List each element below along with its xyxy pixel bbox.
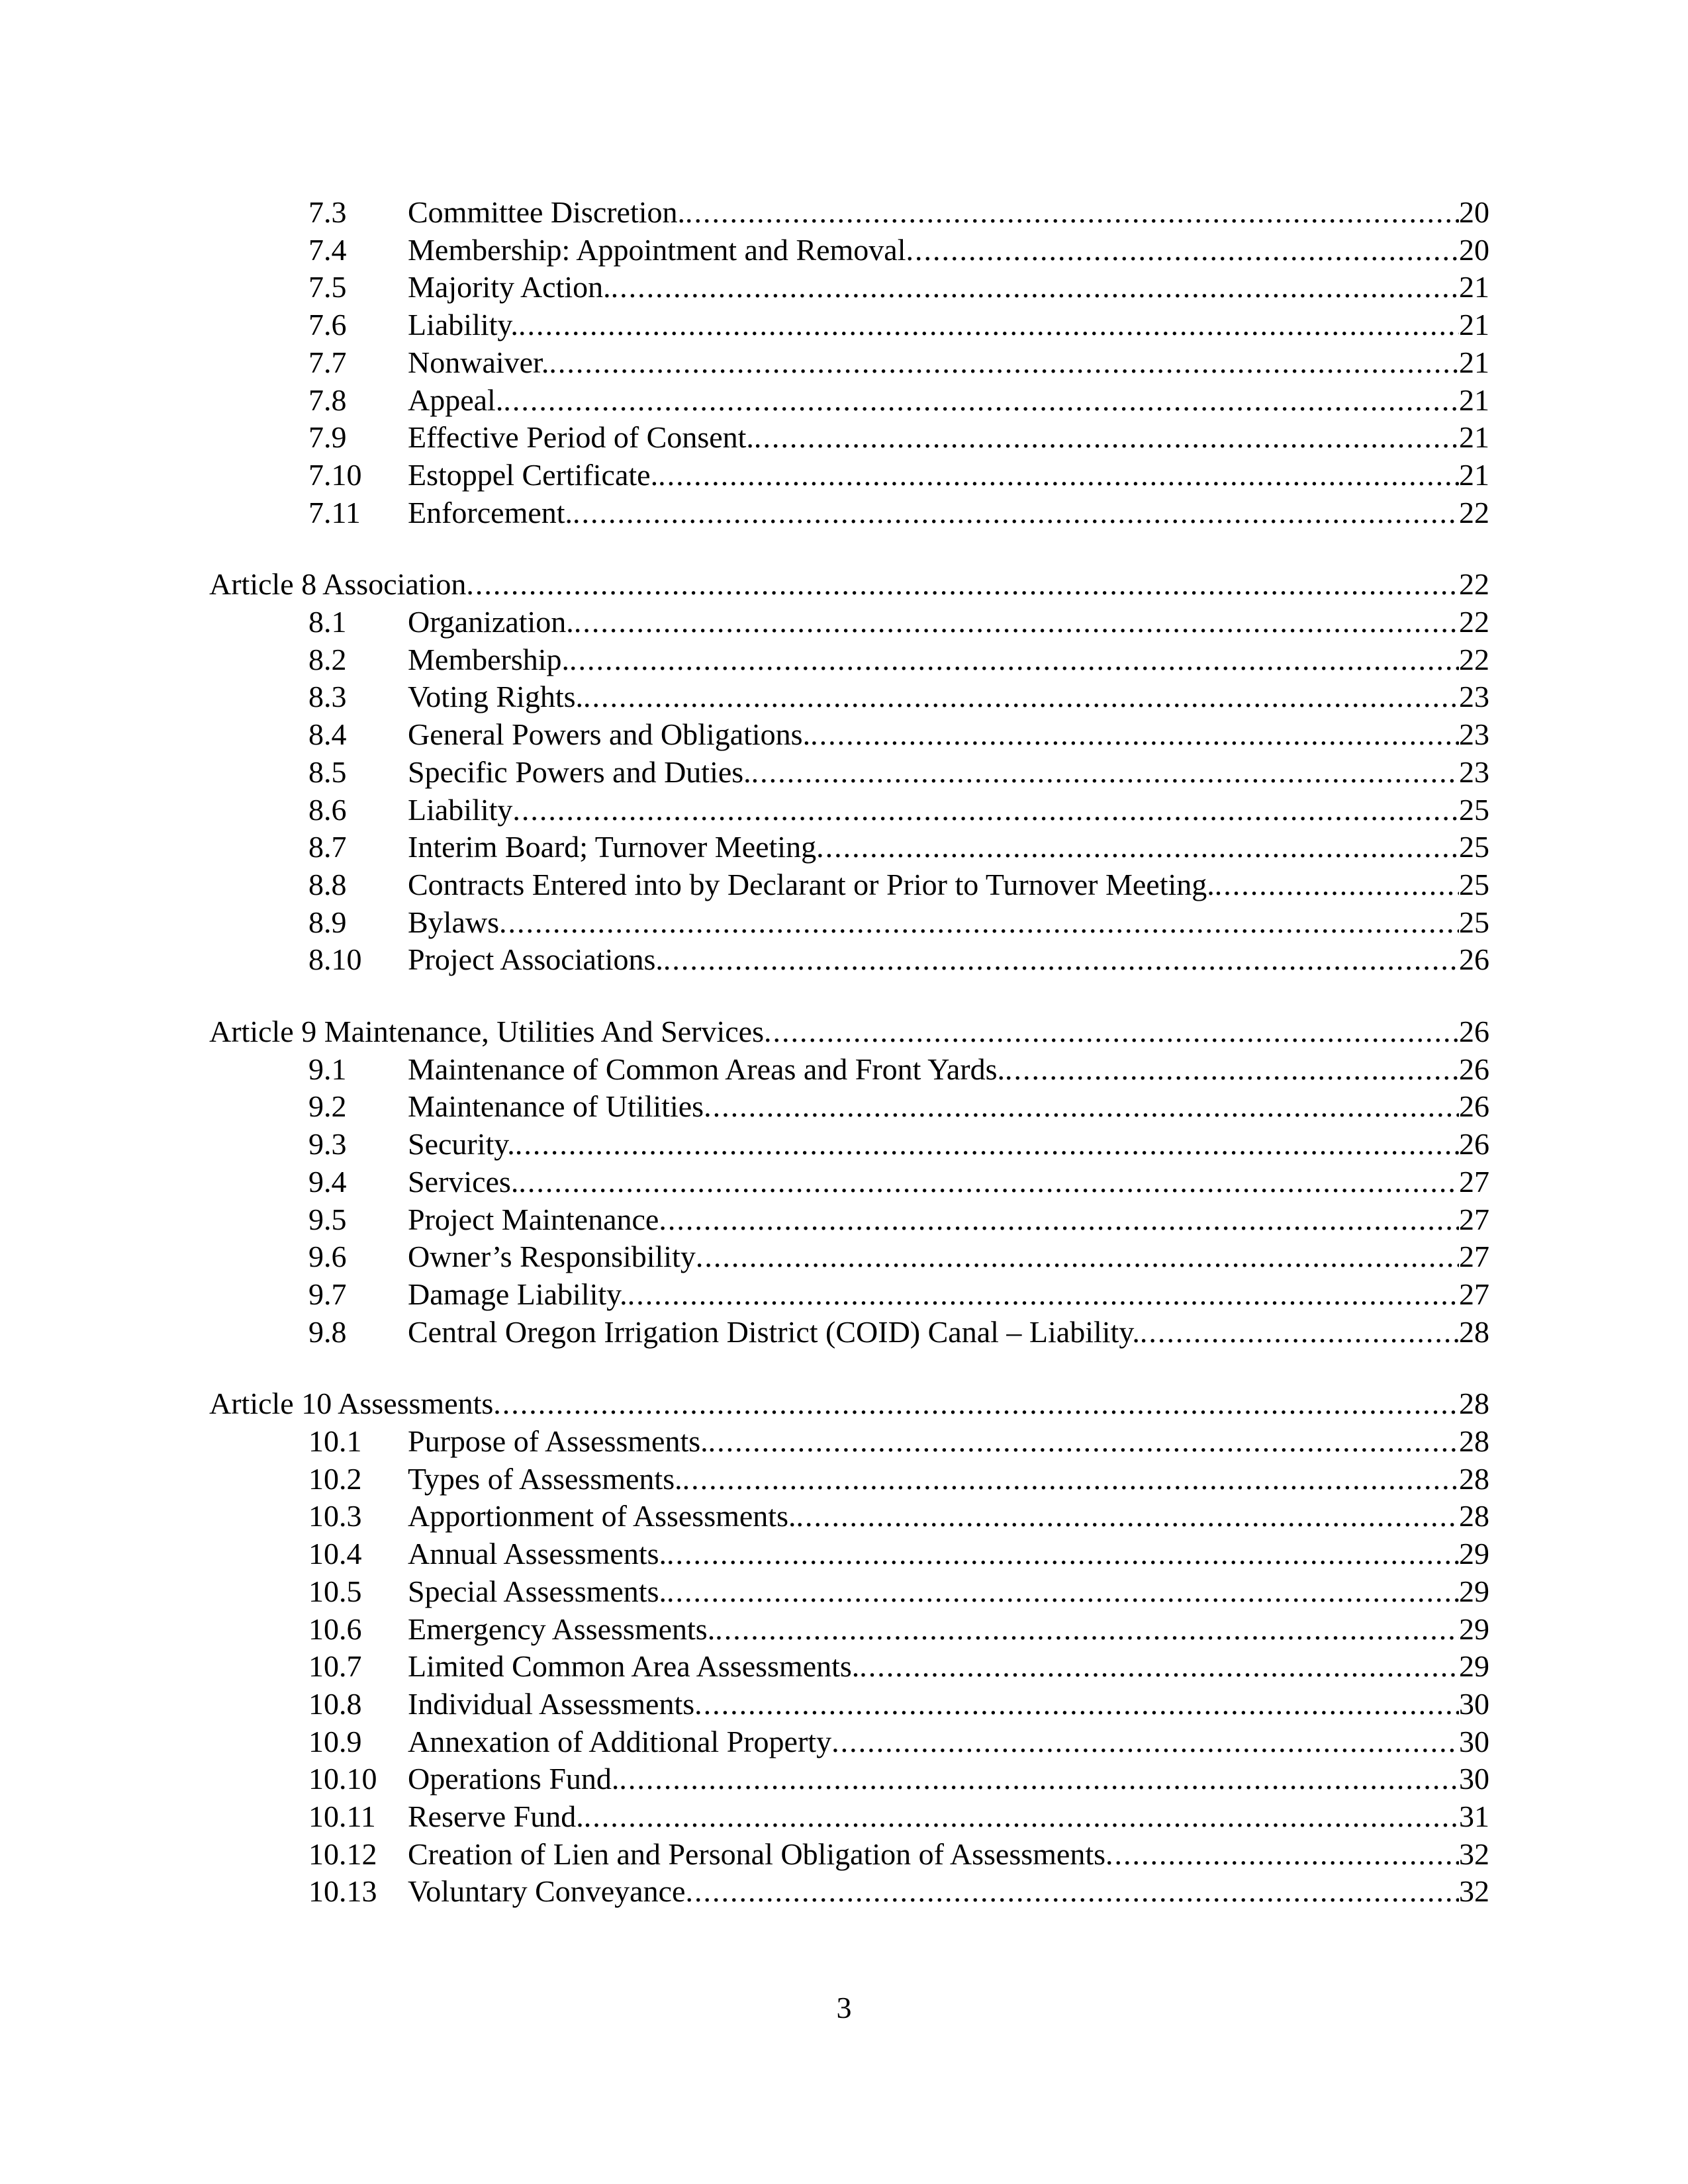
dot-leader	[906, 231, 1459, 269]
toc-page-number: 22	[1459, 643, 1489, 676]
dot-leader	[493, 1385, 1459, 1423]
toc-entry-title: Project Maintenance	[408, 1203, 659, 1236]
toc-entry-title: Annual Assessments.	[408, 1537, 667, 1570]
toc-entry-title: Apportionment of Assessments.	[408, 1499, 796, 1533]
toc-entry-title: Enforcement.	[408, 496, 573, 529]
toc-page-number: 30	[1459, 1725, 1489, 1758]
toc-section-entry	[308, 1275, 1489, 1314]
dot-leader	[583, 678, 1459, 716]
toc-page-number: 23	[1459, 680, 1489, 713]
toc-entry-title: Effective Period of Consent.	[408, 420, 754, 454]
toc-page-number: 25	[1459, 830, 1489, 864]
toc-article-entry	[209, 1385, 1489, 1423]
toc-entry-title: General Powers and Obligations.	[408, 717, 811, 751]
toc-section-number: 7.4	[308, 233, 347, 267]
toc-section-entry	[308, 866, 1489, 904]
toc-section-number: 7.5	[308, 270, 347, 304]
toc-section-entry	[308, 343, 1489, 382]
toc-section-number: 10.12	[308, 1837, 377, 1871]
dot-leader	[663, 940, 1459, 979]
toc-page-number: 25	[1459, 793, 1489, 827]
toc-section-entry	[308, 1572, 1489, 1611]
toc-section-entry	[308, 903, 1489, 942]
dot-leader	[515, 1125, 1459, 1163]
toc-page-number: 29	[1459, 1649, 1489, 1683]
toc-section-entry	[308, 715, 1489, 754]
toc-page-number: 21	[1459, 383, 1489, 417]
toc-page-number: 26	[1459, 1127, 1489, 1161]
toc-entry-title: Specific Powers and Duties.	[408, 755, 751, 789]
toc-section-number: 7.8	[308, 383, 347, 417]
dot-leader	[574, 603, 1459, 641]
dot-leader	[499, 903, 1459, 942]
toc-page-number: 21	[1459, 458, 1489, 492]
toc-section-number: 8.4	[308, 717, 347, 751]
toc-section-entry	[308, 456, 1489, 494]
toc-section-entry	[308, 268, 1489, 306]
toc-entry-title: Security.	[408, 1127, 515, 1161]
dot-leader	[503, 381, 1459, 420]
dot-leader	[512, 791, 1459, 829]
toc-page-number: 20	[1459, 195, 1489, 229]
toc-section-number: 10.13	[308, 1874, 377, 1908]
toc-page-number: 22	[1459, 496, 1489, 529]
toc-section-entry	[308, 1723, 1489, 1761]
dot-leader	[754, 418, 1459, 457]
toc-section-entry	[308, 1760, 1489, 1798]
toc-page-number: 31	[1459, 1799, 1489, 1833]
toc-entry-title: Maintenance of Utilities	[408, 1089, 704, 1123]
toc-page-number: 25	[1459, 868, 1489, 901]
dot-leader	[549, 343, 1459, 382]
toc-section-number: 10.2	[308, 1462, 362, 1496]
toc-entry-title: Special Assessments.	[408, 1574, 667, 1608]
dot-leader	[1140, 1313, 1459, 1351]
toc-page-number: 32	[1459, 1837, 1489, 1871]
toc-section-number: 8.9	[308, 905, 347, 939]
toc-section-number: 9.2	[308, 1089, 347, 1123]
toc-page-number: 27	[1459, 1165, 1489, 1199]
toc-section-number: 7.3	[308, 195, 347, 229]
toc-section-number: 8.6	[308, 793, 347, 827]
toc-page-number: 23	[1459, 755, 1489, 789]
toc-section-number: 10.6	[308, 1612, 362, 1646]
dot-leader	[685, 193, 1459, 232]
toc-section-number: 9.5	[308, 1203, 347, 1236]
toc-section-number: 10.3	[308, 1499, 362, 1533]
toc-page-number: 26	[1459, 1052, 1489, 1086]
toc-section-number: 10.1	[308, 1424, 362, 1458]
dot-leader	[667, 1572, 1459, 1611]
dot-leader	[619, 1760, 1459, 1798]
toc-section-number: 9.7	[308, 1277, 347, 1311]
toc-page-number: 30	[1459, 1687, 1489, 1721]
toc-entry-title: Article 10 Assessments	[209, 1387, 494, 1420]
toc-section-number: 8.7	[308, 830, 347, 864]
toc-section-number: 10.9	[308, 1725, 362, 1758]
toc-section-entry	[308, 678, 1489, 716]
toc-section-number: 10.5	[308, 1574, 362, 1608]
toc-section-number: 7.9	[308, 420, 347, 454]
toc-section-number: 7.6	[308, 308, 347, 341]
toc-page-number: 32	[1459, 1874, 1489, 1908]
toc-section-number: 8.10	[308, 942, 362, 976]
dot-leader	[796, 1497, 1459, 1535]
toc-section-entry	[308, 231, 1489, 269]
toc-entry-title: Types of Assessments.	[408, 1462, 682, 1496]
dot-leader	[682, 1460, 1459, 1498]
toc-page-number: 29	[1459, 1612, 1489, 1646]
dot-leader	[569, 641, 1459, 679]
toc-entry-title: Liability.	[408, 308, 518, 341]
toc-entry-title: Emergency Assessments.	[408, 1612, 716, 1646]
toc-section-entry	[308, 1647, 1489, 1686]
dot-leader	[751, 753, 1459, 792]
toc-section-entry	[308, 1497, 1489, 1535]
toc-entry-title: Estoppel Certificate.	[408, 458, 659, 492]
toc-page-number: 29	[1459, 1537, 1489, 1570]
toc-page-number: 20	[1459, 233, 1489, 267]
toc-entry-title: Contracts Entered into by Declarant or Prior to Turnover Meeting.	[408, 868, 1215, 901]
toc-page-number: 26	[1459, 942, 1489, 976]
toc-entry-title: Liability	[408, 793, 513, 827]
dot-leader	[715, 1610, 1459, 1649]
toc-section-number: 10.11	[308, 1799, 376, 1833]
toc-section-entry	[308, 494, 1489, 532]
toc-entry-title: Membership.	[408, 643, 570, 676]
toc-section-entry	[308, 306, 1489, 344]
toc-section-entry	[308, 1238, 1489, 1276]
toc-entry-title: Appeal.	[408, 383, 504, 417]
toc-section-entry	[308, 1201, 1489, 1239]
toc-entry-title: Individual Assessments	[408, 1687, 695, 1721]
dot-leader	[704, 1087, 1459, 1126]
toc-page-number: 28	[1459, 1315, 1489, 1349]
toc-page-number: 25	[1459, 905, 1489, 939]
toc-entry-title: Majority Action.	[408, 270, 611, 304]
toc-section-number: 9.6	[308, 1240, 347, 1273]
toc-page-number: 27	[1459, 1277, 1489, 1311]
toc-section-entry	[308, 1835, 1489, 1874]
toc-page-number: 30	[1459, 1762, 1489, 1796]
toc-section-number: 8.2	[308, 643, 347, 676]
toc-page-number: 27	[1459, 1240, 1489, 1273]
toc-section-number: 10.8	[308, 1687, 362, 1721]
dot-leader	[658, 456, 1459, 494]
toc-section-number: 9.4	[308, 1165, 347, 1199]
toc-entry-title: Interim Board; Turnover Meeting	[408, 830, 817, 864]
toc-entry-title: Damage Liability.	[408, 1277, 628, 1311]
toc-section-entry	[308, 1535, 1489, 1573]
dot-leader	[859, 1647, 1459, 1686]
toc-entry-title: Central Oregon Irrigation District (COID) Canal – Liability.	[408, 1315, 1140, 1349]
toc-article-entry	[209, 565, 1489, 604]
dot-leader	[810, 715, 1459, 754]
toc-entry-title: Organization.	[408, 605, 574, 639]
toc-entry-title: Creation of Lien and Personal Obligation of Assessments	[408, 1837, 1106, 1871]
toc-section-number: 9.8	[308, 1315, 347, 1349]
toc-page-number: 21	[1459, 345, 1489, 379]
toc-section-number: 10.4	[308, 1537, 362, 1570]
toc-section-entry	[308, 1460, 1489, 1498]
toc-section-entry	[308, 1610, 1489, 1649]
toc-entry-title: Annexation of Additional Property	[408, 1725, 832, 1758]
toc-page-number: 21	[1459, 270, 1489, 304]
toc-section-entry	[308, 641, 1489, 679]
dot-leader	[1215, 866, 1459, 904]
dot-leader	[708, 1422, 1459, 1461]
toc-section-entry	[308, 1163, 1489, 1201]
toc-section-number: 10.7	[308, 1649, 362, 1683]
toc-entry-title: Project Associations.	[408, 942, 663, 976]
dot-leader	[518, 1163, 1459, 1201]
toc-entry-title: Voluntary Conveyance	[408, 1874, 686, 1908]
toc-page-number: 22	[1459, 567, 1489, 601]
toc-section-number: 10.10	[308, 1762, 377, 1796]
toc-section-entry	[308, 1422, 1489, 1461]
toc-entry-title: Reserve Fund.	[408, 1799, 584, 1833]
dot-leader	[518, 306, 1459, 344]
toc-section-entry	[308, 940, 1489, 979]
toc-entry-title: Article 9 Maintenance, Utilities And Services	[209, 1015, 764, 1048]
toc-entry-title: Bylaws	[408, 905, 499, 939]
dot-leader	[584, 1797, 1459, 1836]
dot-leader	[628, 1275, 1459, 1314]
toc-page-number: 29	[1459, 1574, 1489, 1608]
toc-section-number: 7.7	[308, 345, 347, 379]
toc-page-number: 22	[1459, 605, 1489, 639]
toc-page-number: 28	[1459, 1387, 1489, 1420]
toc-entry-title: Committee Discretion.	[408, 195, 686, 229]
toc-section-number: 8.3	[308, 680, 347, 713]
toc-page-number: 21	[1459, 308, 1489, 341]
toc-entry-title: Article 8 Association	[209, 567, 467, 601]
toc-section-number: 7.11	[308, 496, 361, 529]
toc-section-number: 8.8	[308, 868, 347, 901]
toc-section-number: 8.1	[308, 605, 347, 639]
toc-section-entry	[308, 753, 1489, 792]
page-number: 3	[836, 1991, 852, 2025]
toc-entry-title: Services.	[408, 1165, 519, 1199]
toc-page-number: 26	[1459, 1015, 1489, 1048]
toc-section-entry	[308, 1087, 1489, 1126]
dot-leader	[611, 268, 1459, 306]
toc-entry-title: Limited Common Area Assessments.	[408, 1649, 860, 1683]
dot-leader	[685, 1872, 1459, 1911]
toc-page-number: 28	[1459, 1424, 1489, 1458]
toc-section-number: 9.3	[308, 1127, 347, 1161]
toc-section-number: 8.5	[308, 755, 347, 789]
toc-entry-title: Voting Rights.	[408, 680, 583, 713]
dot-leader	[1005, 1050, 1459, 1089]
toc-page-number: 23	[1459, 717, 1489, 751]
dot-leader	[764, 1013, 1459, 1051]
toc-entry-title: Owner’s Responsibility	[408, 1240, 696, 1273]
toc-entry-title: Operations Fund.	[408, 1762, 620, 1796]
dot-leader	[659, 1201, 1459, 1239]
toc-section-entry	[308, 418, 1489, 457]
toc-page-number: 28	[1459, 1499, 1489, 1533]
toc-page-number: 21	[1459, 420, 1489, 454]
toc-section-entry	[308, 1125, 1489, 1163]
toc-section-entry	[308, 193, 1489, 232]
toc-section-number: 9.1	[308, 1052, 347, 1086]
toc-section-entry	[308, 1685, 1489, 1723]
toc-section-entry	[308, 791, 1489, 829]
dot-leader	[573, 494, 1459, 532]
dot-leader	[466, 565, 1459, 604]
dot-leader	[694, 1685, 1459, 1723]
toc-section-entry	[308, 603, 1489, 641]
toc-entry-title: Membership: Appointment and Removal	[408, 233, 906, 267]
dot-leader	[816, 828, 1459, 866]
toc-article-entry	[209, 1013, 1489, 1051]
dot-leader	[831, 1723, 1459, 1761]
toc-entry-title: Nonwaiver.	[408, 345, 549, 379]
toc-page-number: 27	[1459, 1203, 1489, 1236]
toc-page-number: 26	[1459, 1089, 1489, 1123]
toc-section-entry	[308, 1797, 1489, 1836]
dot-leader	[1105, 1835, 1459, 1874]
toc-section-entry	[308, 1313, 1489, 1351]
dot-leader	[667, 1535, 1459, 1573]
toc-section-entry	[308, 1872, 1489, 1911]
toc-entry-title: Maintenance of Common Areas and Front Yards.	[408, 1052, 1005, 1086]
dot-leader	[696, 1238, 1459, 1276]
toc-section-entry	[308, 381, 1489, 420]
toc-section-number: 7.10	[308, 458, 362, 492]
toc-entry-title: Purpose of Assessments.	[408, 1424, 708, 1458]
toc-section-entry	[308, 828, 1489, 866]
toc-page-number: 28	[1459, 1462, 1489, 1496]
toc-section-entry	[308, 1050, 1489, 1089]
